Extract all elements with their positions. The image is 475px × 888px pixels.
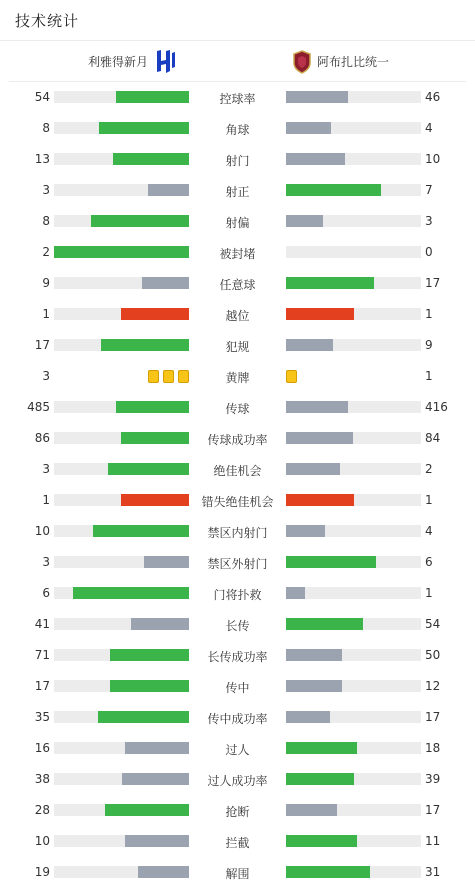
away-bar-track xyxy=(286,184,421,196)
stat-row xyxy=(0,826,475,857)
stat-label: 禁区内射门 xyxy=(207,526,268,540)
home-bar-track xyxy=(54,153,189,165)
stat-row xyxy=(0,144,475,175)
home-value: 86 xyxy=(34,431,50,445)
away-bar-track xyxy=(286,618,421,630)
home-bar-fill xyxy=(121,308,189,320)
stat-row xyxy=(0,423,475,454)
away-value: 7 xyxy=(425,183,433,197)
away-bar-track xyxy=(286,866,421,878)
home-value: 38 xyxy=(34,772,50,786)
stat-row xyxy=(0,671,475,702)
away-team-name: 阿布扎比统一 xyxy=(317,55,390,69)
stat-row xyxy=(0,516,475,547)
home-value: 3 xyxy=(42,555,50,569)
stat-row xyxy=(0,485,475,516)
stat-label: 黄牌 xyxy=(225,371,250,385)
yellow-card-icon xyxy=(163,370,174,383)
home-value: 3 xyxy=(42,462,50,476)
home-bar-fill xyxy=(148,184,189,196)
home-bar-fill xyxy=(73,587,189,599)
teams-row xyxy=(9,41,466,82)
stat-row xyxy=(0,857,475,888)
home-value: 2 xyxy=(42,245,50,259)
away-value: 50 xyxy=(425,648,441,662)
away-bar-track xyxy=(286,308,421,320)
home-value: 17 xyxy=(34,338,50,352)
away-bar-track xyxy=(286,773,421,785)
stat-label: 过人成功率 xyxy=(207,774,268,788)
stat-label: 禁区外射门 xyxy=(207,557,268,571)
away-bar-track xyxy=(286,122,421,134)
home-value: 485 xyxy=(27,400,50,414)
home-bar-fill xyxy=(116,91,189,103)
yellow-card-icon xyxy=(286,370,297,383)
home-bar-track xyxy=(54,742,189,754)
stat-row xyxy=(0,702,475,733)
home-bar-track xyxy=(54,711,189,723)
away-bar-fill xyxy=(286,742,357,754)
away-value: 18 xyxy=(425,741,441,755)
away-value: 46 xyxy=(425,90,441,104)
stat-label: 解围 xyxy=(225,867,250,881)
away-bar-track xyxy=(286,153,421,165)
away-bar-fill xyxy=(286,308,354,320)
away-bar-track xyxy=(286,91,421,103)
home-value: 8 xyxy=(42,121,50,135)
stat-row xyxy=(0,764,475,795)
stat-row xyxy=(0,547,475,578)
away-value: 11 xyxy=(425,834,441,848)
home-bar-fill xyxy=(101,339,189,351)
home-bar-fill xyxy=(121,494,189,506)
away-bar-track xyxy=(286,432,421,444)
home-bar-track xyxy=(54,277,189,289)
home-bar-fill xyxy=(125,742,189,754)
away-bar-fill xyxy=(286,339,333,351)
stat-row xyxy=(0,330,475,361)
away-value: 0 xyxy=(425,245,433,259)
away-bar-fill xyxy=(286,804,337,816)
home-bar-track xyxy=(54,804,189,816)
home-bar-track xyxy=(54,463,189,475)
stat-label: 传球 xyxy=(225,402,250,416)
stat-label: 被封堵 xyxy=(219,247,256,261)
home-bar-fill xyxy=(105,804,189,816)
stat-label: 任意球 xyxy=(219,278,256,292)
away-bar-fill xyxy=(286,556,376,568)
away-bar-track xyxy=(286,525,421,537)
away-bar-track xyxy=(286,835,421,847)
home-bar-track xyxy=(54,401,189,413)
stat-label: 控球率 xyxy=(219,92,256,106)
away-bar-fill xyxy=(286,401,348,413)
home-bar-fill xyxy=(99,122,189,134)
away-bar-fill xyxy=(286,277,374,289)
home-value: 1 xyxy=(42,307,50,321)
stat-row xyxy=(0,454,475,485)
home-bar-track xyxy=(54,835,189,847)
away-bar-track xyxy=(286,494,421,506)
home-bar-fill xyxy=(116,401,189,413)
stat-row xyxy=(0,175,475,206)
home-value: 13 xyxy=(34,152,50,166)
home-bar-track xyxy=(54,587,189,599)
home-bar-fill xyxy=(121,432,189,444)
stat-label: 过人 xyxy=(225,743,250,757)
away-bar-track xyxy=(286,339,421,351)
home-value: 10 xyxy=(34,524,50,538)
stat-row xyxy=(0,206,475,237)
away-bar-fill xyxy=(286,618,363,630)
stat-label: 门将扑救 xyxy=(213,588,262,602)
stat-row xyxy=(0,733,475,764)
home-bar-fill xyxy=(125,835,189,847)
home-bar-track xyxy=(54,773,189,785)
home-bar-track xyxy=(54,525,189,537)
away-bar-track xyxy=(286,246,421,258)
home-bar-fill xyxy=(110,649,189,661)
home-bar-fill xyxy=(122,773,189,785)
home-bar-fill xyxy=(110,680,189,692)
away-bar-track xyxy=(286,463,421,475)
page-title: 技术统计 xyxy=(15,11,80,30)
home-bar-fill xyxy=(93,525,189,537)
away-bar-fill xyxy=(286,122,331,134)
away-value: 4 xyxy=(425,524,433,538)
home-value: 6 xyxy=(42,586,50,600)
away-value: 17 xyxy=(425,276,441,290)
home-value: 3 xyxy=(42,183,50,197)
home-bar-fill xyxy=(108,463,189,475)
stats-header xyxy=(0,0,475,41)
home-bar-track xyxy=(54,122,189,134)
home-bar-track xyxy=(54,618,189,630)
stat-label: 角球 xyxy=(225,123,250,137)
stat-label: 犯规 xyxy=(225,340,250,354)
away-value: 12 xyxy=(425,679,441,693)
stat-label: 传中成功率 xyxy=(207,712,268,726)
home-bar-track xyxy=(54,432,189,444)
away-bar-fill xyxy=(286,463,340,475)
home-value: 54 xyxy=(34,90,50,104)
stat-label: 射正 xyxy=(225,185,250,199)
home-bar-fill xyxy=(142,277,189,289)
away-bar-fill xyxy=(286,432,353,444)
away-value: 6 xyxy=(425,555,433,569)
away-bar-track xyxy=(286,804,421,816)
away-value: 9 xyxy=(425,338,433,352)
home-team-name: 利雅得新月 xyxy=(87,55,148,69)
home-bar-track xyxy=(54,680,189,692)
away-bar-track xyxy=(286,649,421,661)
away-bar-fill xyxy=(286,649,342,661)
away-value: 54 xyxy=(425,617,441,631)
home-bar-fill xyxy=(131,618,189,630)
away-value: 2 xyxy=(425,462,433,476)
away-value: 17 xyxy=(425,803,441,817)
away-bar-fill xyxy=(286,184,381,196)
away-value: 84 xyxy=(425,431,441,445)
away-yellow-cards xyxy=(286,370,297,383)
stat-row xyxy=(0,392,475,423)
home-value: 10 xyxy=(34,834,50,848)
away-bar-track xyxy=(286,277,421,289)
away-bar-fill xyxy=(286,866,370,878)
home-value: 28 xyxy=(34,803,50,817)
stat-label: 传球成功率 xyxy=(207,433,268,447)
yellow-card-icon xyxy=(148,370,159,383)
home-value: 16 xyxy=(34,741,50,755)
away-value: 10 xyxy=(425,152,441,166)
home-value: 9 xyxy=(42,276,50,290)
stat-label: 传中 xyxy=(225,681,250,695)
away-value: 3 xyxy=(425,214,433,228)
stat-label: 长传 xyxy=(225,619,250,633)
home-yellow-cards xyxy=(148,370,189,383)
home-value: 71 xyxy=(34,648,50,662)
home-bar-fill xyxy=(113,153,189,165)
home-value: 41 xyxy=(34,617,50,631)
away-bar-fill xyxy=(286,215,323,227)
stat-row xyxy=(0,299,475,330)
away-team[interactable] xyxy=(292,41,389,82)
home-value: 8 xyxy=(42,214,50,228)
stat-row xyxy=(0,609,475,640)
stat-row xyxy=(0,113,475,144)
away-value: 4 xyxy=(425,121,433,135)
away-bar-fill xyxy=(286,587,305,599)
stat-label: 射门 xyxy=(225,154,250,168)
away-bar-fill xyxy=(286,773,354,785)
away-bar-track xyxy=(286,587,421,599)
away-bar-fill xyxy=(286,153,345,165)
away-bar-track xyxy=(286,401,421,413)
home-team[interactable] xyxy=(88,41,176,82)
away-bar-track xyxy=(286,711,421,723)
home-bar-track xyxy=(54,308,189,320)
away-value: 1 xyxy=(425,307,433,321)
home-bar-track xyxy=(54,649,189,661)
away-bar-fill xyxy=(286,91,348,103)
away-value: 416 xyxy=(425,400,448,414)
stat-label: 长传成功率 xyxy=(207,650,268,664)
stat-label: 错失绝佳机会 xyxy=(201,495,274,509)
away-value: 39 xyxy=(425,772,441,786)
home-bar-fill xyxy=(144,556,189,568)
home-bar-track xyxy=(54,339,189,351)
home-value: 19 xyxy=(34,865,50,879)
stat-row xyxy=(0,268,475,299)
home-bar-fill xyxy=(91,215,189,227)
stat-row xyxy=(0,795,475,826)
away-bar-fill xyxy=(286,711,330,723)
al-hilal-logo-icon xyxy=(154,49,176,75)
stat-row xyxy=(0,237,475,268)
stat-label: 绝佳机会 xyxy=(213,464,262,478)
away-bar-fill xyxy=(286,494,354,506)
away-value: 17 xyxy=(425,710,441,724)
home-bar-track xyxy=(54,494,189,506)
stats-list xyxy=(0,82,475,888)
away-bar-track xyxy=(286,215,421,227)
stat-row xyxy=(0,361,475,392)
stat-label: 越位 xyxy=(225,309,250,323)
away-bar-track xyxy=(286,742,421,754)
home-value: 17 xyxy=(34,679,50,693)
yellow-card-icon xyxy=(178,370,189,383)
home-bar-track xyxy=(54,866,189,878)
home-bar-track xyxy=(54,184,189,196)
away-bar-fill xyxy=(286,525,325,537)
home-value: 3 xyxy=(42,369,50,383)
away-value: 1 xyxy=(425,586,433,600)
home-bar-track xyxy=(54,246,189,258)
stat-label: 射偏 xyxy=(225,216,250,230)
home-bar-track xyxy=(54,215,189,227)
away-value: 31 xyxy=(425,865,441,879)
away-bar-track xyxy=(286,556,421,568)
home-value: 1 xyxy=(42,493,50,507)
away-bar-fill xyxy=(286,835,357,847)
away-value: 1 xyxy=(425,369,433,383)
stat-label: 抢断 xyxy=(225,805,250,819)
home-bar-track xyxy=(54,91,189,103)
away-bar-track xyxy=(286,680,421,692)
stat-row xyxy=(0,578,475,609)
stat-label: 拦截 xyxy=(225,836,250,850)
away-value: 1 xyxy=(425,493,433,507)
away-bar-fill xyxy=(286,680,342,692)
home-bar-track xyxy=(54,556,189,568)
home-value: 35 xyxy=(34,710,50,724)
stat-row xyxy=(0,82,475,113)
home-bar-fill xyxy=(138,866,189,878)
al-wahda-logo-icon xyxy=(292,50,312,74)
home-bar-fill xyxy=(54,246,189,258)
home-bar-fill xyxy=(98,711,189,723)
stat-row xyxy=(0,640,475,671)
